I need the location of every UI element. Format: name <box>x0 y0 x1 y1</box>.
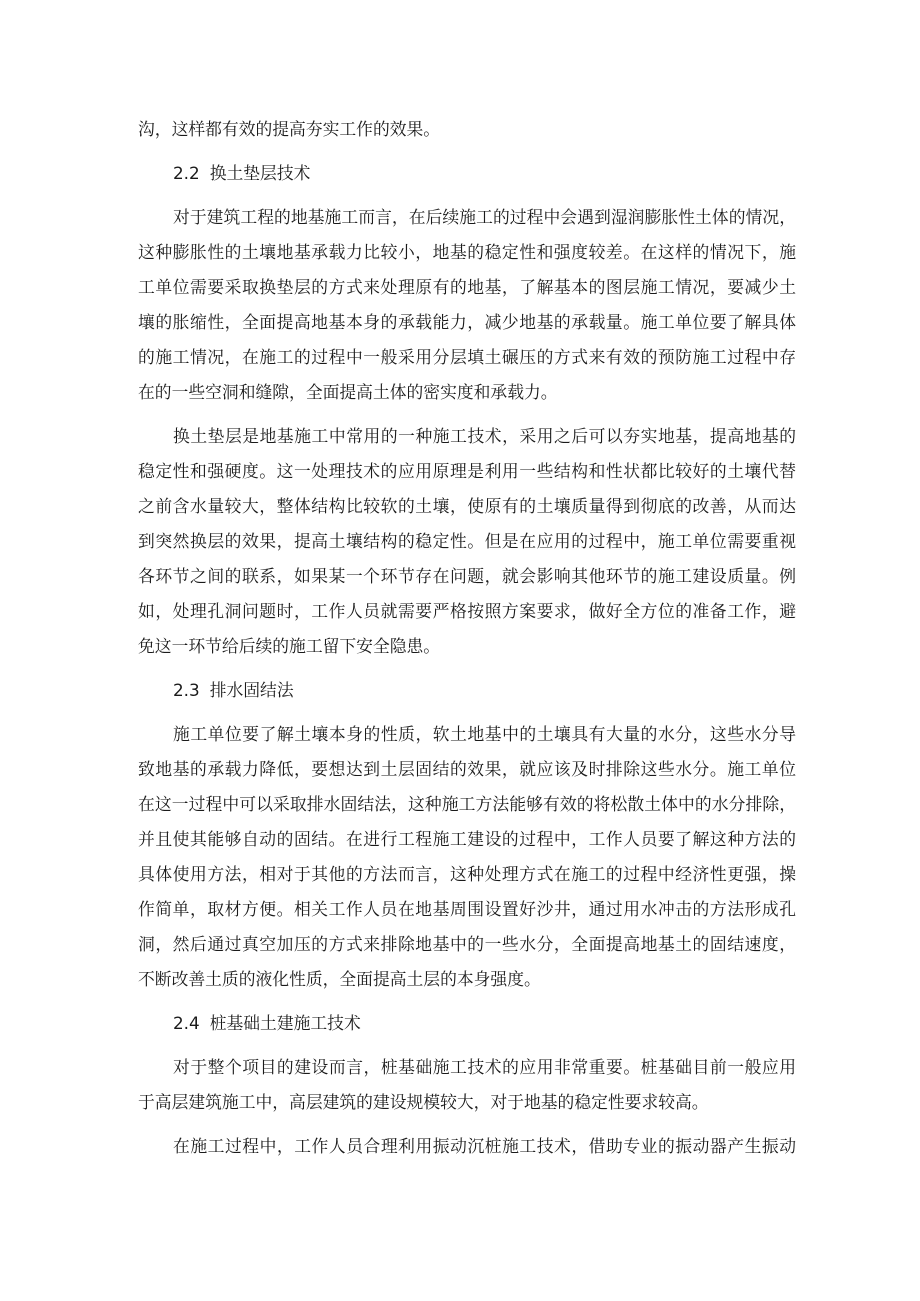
text-line: 作简单，取材方便。相关工作人员在地基周围设置好沙井，通过用水冲击的方法形成孔 <box>138 899 796 919</box>
text-line: 于高层建筑施工中，高层建筑的建设规模较大，对于地基的稳定性要求较高。 <box>138 1092 709 1112</box>
text-line: 沟，这样都有效的提高夯实工作的效果。 <box>138 119 441 139</box>
text-line: 到突然换层的效果，提高土壤结构的稳定性。但是在应用的过程中，施工单位需要重视 <box>138 531 796 551</box>
section-number: 2.2 <box>173 163 200 183</box>
text-line: 各环节之间的联系，如果某一个环节存在问题，就会影响其他环节的施工建设质量。例 <box>138 566 796 586</box>
text-line: 换土垫层是地基施工中常用的一种施工技术，采用之后可以夯实地基，提高地基的 <box>173 426 796 446</box>
text-line: 并且使其能够自动的固结。在进行工程施工建设的过程中，工作人员要了解这种方法的 <box>138 829 796 849</box>
text-line: 在这一过程中可以采取排水固结法，这种施工方法能够有效的将松散土体中的水分排除， <box>138 794 796 814</box>
text-line: 具体使用方法，相对于其他的方法而言，这种处理方式在施工的过程中经济性更强，操 <box>138 864 796 884</box>
section-heading-2-2 <box>138 156 796 191</box>
section-title: 换土垫层技术 <box>209 163 311 183</box>
text-line: 不断改善土质的液化性质，全面提高土层的本身强度。 <box>138 969 541 989</box>
section-heading-2-4 <box>138 1006 796 1041</box>
text-line: 洞，然后通过真空加压的方式来排除地基中的一些水分，全面提高地基土的固结速度， <box>138 934 796 954</box>
text-line: 稳定性和强硬度。这一处理技术的应用原理是利用一些结构和性状都比较好的土壤代替 <box>138 461 796 481</box>
text-line: 对于整个项目的建设而言，桩基础施工技术的应用非常重要。桩基础目前一般应用 <box>173 1057 796 1077</box>
text-line: 对于建筑工程的地基施工而言，在后续施工的过程中会遇到湿润膨胀性土体的情况， <box>173 207 796 227</box>
text-line: 这种膨胀性的土壤地基承载力比较小，地基的稳定性和强度较差。在这样的情况下，施 <box>138 242 796 262</box>
document-page <box>138 112 796 1173</box>
text-line: 在施工过程中，工作人员合理利用振动沉桩施工技术，借助专业的振动器产生振动 <box>173 1136 796 1156</box>
text-line: 施工单位要了解土壤本身的性质，软土地基中的土壤具有大量的水分，这些水分导 <box>173 724 796 744</box>
section-title: 桩基础土建施工技术 <box>209 1013 361 1033</box>
section-number: 2.4 <box>173 1013 200 1033</box>
text-line: 壤的胀缩性，全面提高地基本身的承载能力，减少地基的承载量。施工单位要了解具体 <box>138 312 796 332</box>
text-line: 工单位需要采取换垫层的方式来处理原有的地基，了解基本的图层施工情况，要减少土 <box>138 277 796 297</box>
paragraph <box>138 1129 796 1164</box>
paragraph <box>138 717 796 997</box>
text-line: 之前含水量较大，整体结构比较软的土壤，使原有的土壤质量得到彻底的改善，从而达 <box>138 496 796 516</box>
text-line: 免这一环节给后续的施工留下安全隐患。 <box>138 636 441 656</box>
paragraph <box>138 419 796 664</box>
text-line: 如，处理孔洞问题时，工作人员就需要严格按照方案要求，做好全方位的准备工作，避 <box>138 601 796 621</box>
section-number: 2.3 <box>173 680 200 700</box>
section-heading-2-3 <box>138 673 796 708</box>
text-line: 的施工情况，在施工的过程中一般采用分层填土碾压的方式来有效的预防施工过程中存 <box>138 347 796 367</box>
paragraph <box>138 1050 796 1120</box>
intro-paragraph <box>138 112 796 147</box>
text-line: 在的一些空洞和缝隙，全面提高土体的密实度和承载力。 <box>138 382 558 402</box>
paragraph <box>138 200 796 410</box>
section-title: 排水固结法 <box>209 680 294 700</box>
text-line: 致地基的承载力降低，要想达到土层固结的效果，就应该及时排除这些水分。施工单位 <box>138 759 796 779</box>
